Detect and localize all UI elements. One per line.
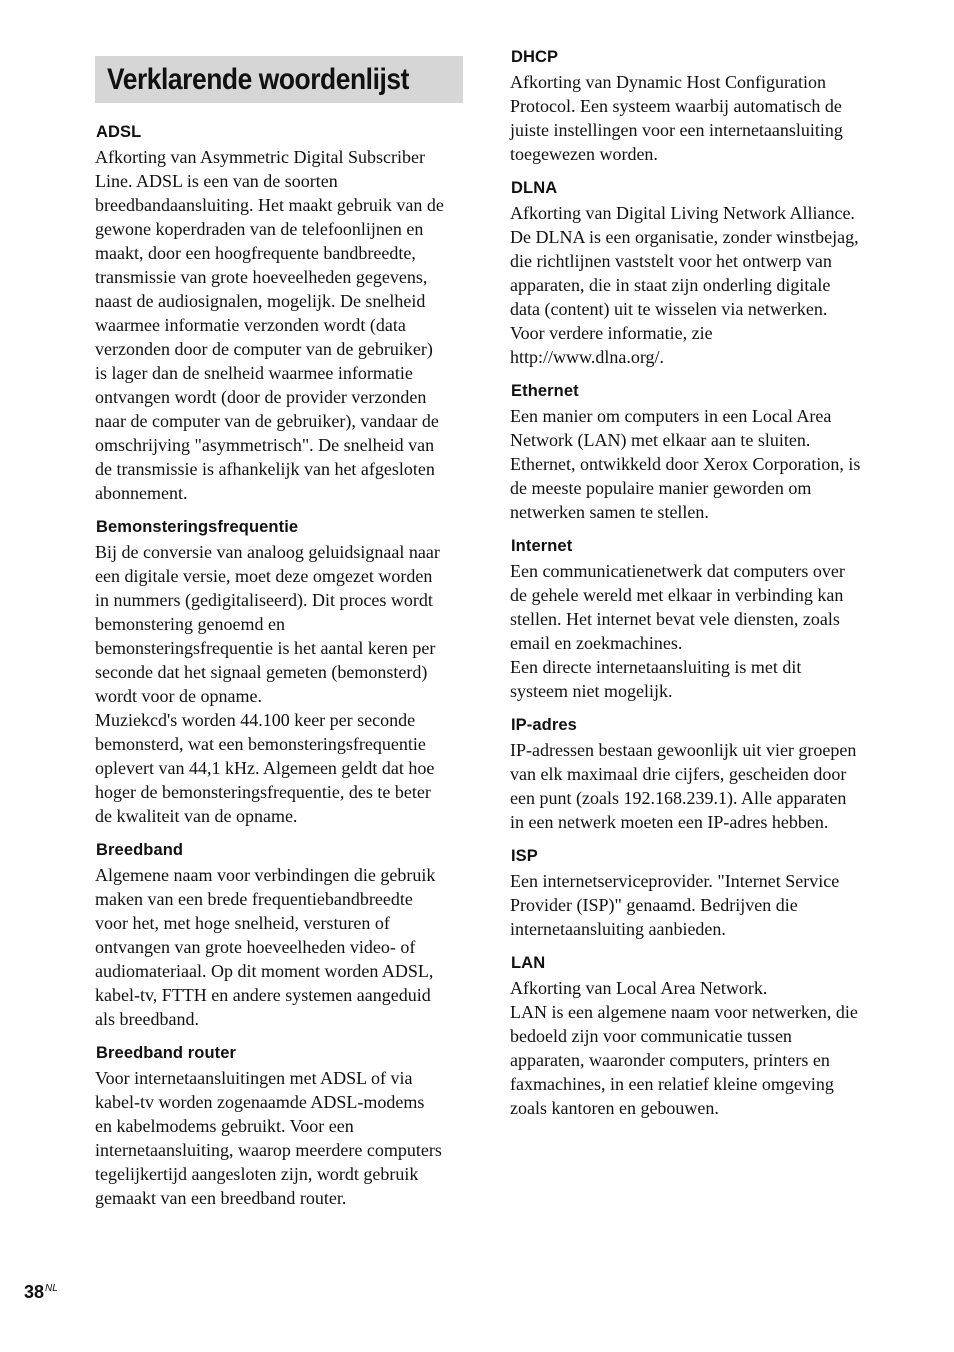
definition-line: Een internetserviceprovider. "Internet Service: [510, 871, 840, 891]
definition-line: http://www.dlna.org/.: [510, 347, 664, 367]
definition-line: stellen. Het internet bevat vele diensten, zoals: [510, 609, 840, 629]
glossary-entry: [510, 712, 882, 834]
glossary-definition: [95, 1066, 467, 1210]
glossary-entry: [510, 44, 882, 166]
page-title: Verklarende woordenlijst: [107, 63, 409, 96]
glossary-term: DLNA: [511, 179, 558, 197]
definition-line: wordt voor de opname.: [95, 686, 262, 706]
definition-line: breedbandaansluiting. Het maakt gebruik van de: [95, 195, 444, 215]
glossary-term: Bemonsteringsfrequentie: [96, 518, 299, 536]
glossary-definition: [95, 145, 467, 505]
definition-line: een punt (zoals 192.168.239.1). Alle apparaten: [510, 788, 847, 808]
definition-line: gewone koperdraden van de telefoonlijnen en: [95, 219, 424, 239]
definition-line: bedoeld zijn voor communicatie tussen: [510, 1026, 792, 1046]
definition-line: de gehele wereld met elkaar in verbinding kan: [510, 585, 844, 605]
glossary-term: Breedband router: [96, 1044, 237, 1062]
definition-line: de kwaliteit van de opname.: [95, 806, 298, 826]
glossary-entry: [510, 378, 882, 524]
glossary-entry: [510, 843, 882, 941]
definition-line: kabel-tv, FTTH en andere systemen aangeduid: [95, 985, 431, 1005]
definition-line: De DLNA is een organisatie, zonder winstbejag,: [510, 227, 859, 247]
glossary-definition: [95, 863, 467, 1031]
definition-line: hoger de bemonsteringsfrequentie, des te beter: [95, 782, 431, 802]
definition-line: die richtlijnen vaststelt voor het ontwerp van: [510, 251, 832, 271]
definition-line: Een communicatienetwerk dat computers over: [510, 561, 845, 581]
glossary-entry: [95, 119, 467, 505]
definition-line: Afkorting van Digital Living Network Alliance.: [510, 203, 855, 223]
definition-line: Ethernet, ontwikkeld door Xerox Corporation, is: [510, 454, 861, 474]
page-number-value: 38: [24, 1282, 45, 1302]
definition-line: transmissie van grote hoeveelheden gegevens,: [95, 267, 428, 287]
definition-line: Afkorting van Dynamic Host Configuration: [510, 72, 826, 92]
glossary-term: LAN: [511, 954, 546, 972]
definition-line: omschrijving "asymmetrisch". De snelheid van: [95, 435, 435, 455]
definition-line: een digitale versie, moet deze omgezet worden: [95, 566, 433, 586]
definition-line: Afkorting van Asymmetric Digital Subscriber: [95, 147, 425, 167]
definition-line: faxmachines, in een relatief kleine omgeving: [510, 1074, 834, 1094]
glossary-definition: [510, 70, 882, 166]
glossary-entry: [95, 514, 467, 828]
glossary-entry: [95, 1040, 467, 1210]
page-number: [24, 1282, 58, 1303]
definition-line: netwerken samen te stellen.: [510, 502, 709, 522]
definition-line: abonnement.: [95, 483, 188, 503]
definition-line: seconde dat het signaal gemeten (bemonsterd): [95, 662, 428, 682]
definition-line: oplevert van 44,1 kHz. Algemeen geldt dat hoe: [95, 758, 435, 778]
definition-line: Een directe internetaansluiting is met dit: [510, 657, 802, 677]
glossary-definition: [510, 738, 882, 834]
definition-line: kabel-tv worden zogenaamde ADSL-modems: [95, 1092, 425, 1112]
glossary-left-column: [95, 119, 467, 1219]
definition-line: toegewezen worden.: [510, 144, 658, 164]
definition-line: de meeste populaire manier geworden om: [510, 478, 812, 498]
definition-line: bemonsteringsfrequentie is het aantal keren per: [95, 638, 436, 658]
definition-line: Afkorting van Local Area Network.: [510, 978, 768, 998]
definition-line: systeem niet mogelijk.: [510, 681, 673, 701]
glossary-term: Breedband: [96, 841, 184, 859]
definition-line: in nummers (gedigitaliseerd). Dit proces wordt: [95, 590, 433, 610]
definition-line: is lager dan de snelheid waarmee informatie: [95, 363, 413, 383]
title-banner: [95, 56, 463, 103]
glossary-definition: [510, 976, 882, 1120]
definition-line: audiomateriaal. Op dit moment worden ADSL,: [95, 961, 434, 981]
definition-line: de transmissie is afhankelijk van het afgesloten: [95, 459, 435, 479]
definition-line: naast de audiosignalen, mogelijk. De snelheid: [95, 291, 426, 311]
definition-line: tegelijkertijd aangesloten zijn, wordt gebruik: [95, 1164, 419, 1184]
glossary-term: DHCP: [511, 48, 559, 66]
definition-line: van elk maximaal drie cijfers, gescheiden door: [510, 764, 847, 784]
glossary-right-column: [510, 44, 882, 1129]
definition-line: Voor verdere informatie, zie: [510, 323, 713, 343]
definition-line: email en zoekmachines.: [510, 633, 683, 653]
definition-line: naar de computer van de gebruiker), vandaar de: [95, 411, 439, 431]
definition-line: verzonden door de computer van de gebruiker): [95, 339, 433, 359]
definition-line: Voor internetaansluitingen met ADSL of via: [95, 1068, 413, 1088]
definition-line: internetaansluiting aanbieden.: [510, 919, 726, 939]
definition-line: gemaakt van een breedband router.: [95, 1188, 347, 1208]
definition-line: ontvangen wordt (door de provider verzonden: [95, 387, 427, 407]
definition-line: bemonstering genoemd en: [95, 614, 285, 634]
definition-line: en kabelmodems gebruikt. Voor een: [95, 1116, 354, 1136]
glossary-entry: [95, 837, 467, 1031]
glossary-definition: [510, 201, 882, 369]
definition-line: maken van een brede frequentiebandbreedte: [95, 889, 413, 909]
glossary-definition: [510, 559, 882, 703]
definition-line: zoals kantoren en gebouwen.: [510, 1098, 719, 1118]
definition-line: apparaten, waaronder computers, printers en: [510, 1050, 830, 1070]
definition-line: Network (LAN) met elkaar aan te sluiten.: [510, 430, 811, 450]
definition-line: maakt, door een hoogfrequente bandbreedte,: [95, 243, 416, 263]
definition-line: internetaansluiting, waarop meerdere computers: [95, 1140, 442, 1160]
definition-line: Protocol. Een systeem waarbij automatisch de: [510, 96, 842, 116]
definition-line: IP-adressen bestaan gewoonlijk uit vier groepen: [510, 740, 857, 760]
definition-line: juiste instellingen voor een internetaansluiting: [510, 120, 843, 140]
glossary-entry: [510, 175, 882, 369]
definition-line: bemonsterd, wat een bemonsteringsfrequentie: [95, 734, 426, 754]
definition-line: LAN is een algemene naam voor netwerken, die: [510, 1002, 858, 1022]
glossary-term: ADSL: [96, 123, 142, 141]
definition-line: Bij de conversie van analoog geluidsignaal naar: [95, 542, 440, 562]
definition-line: voor het, met hoge snelheid, versturen of: [95, 913, 390, 933]
glossary-term: ISP: [511, 847, 538, 865]
glossary-term: IP-adres: [511, 716, 577, 734]
definition-line: in een netwerk moeten een IP-adres hebben.: [510, 812, 829, 832]
definition-line: ontvangen van grote hoeveelheden video- of: [95, 937, 416, 957]
definition-line: waarmee informatie verzonden wordt (data: [95, 315, 406, 335]
definition-line: Een manier om computers in een Local Area: [510, 406, 832, 426]
glossary-definition: [95, 540, 467, 828]
definition-line: Algemene naam voor verbindingen die gebruik: [95, 865, 436, 885]
definition-line: Line. ADSL is een van de soorten: [95, 171, 338, 191]
glossary-definition: [510, 869, 882, 941]
glossary-entry: [510, 950, 882, 1120]
glossary-term: Ethernet: [511, 382, 579, 400]
definition-line: Provider (ISP)" genaamd. Bedrijven die: [510, 895, 798, 915]
definition-line: als breedband.: [95, 1009, 199, 1029]
glossary-term: Internet: [511, 537, 573, 555]
definition-line: Muziekcd's worden 44.100 keer per seconde: [95, 710, 416, 730]
glossary-entry: [510, 533, 882, 703]
definition-line: data (content) uit te wisselen via netwerken.: [510, 299, 828, 319]
page-language: NL: [45, 1283, 58, 1294]
definition-line: apparaten, die in staat zijn onderling digitale: [510, 275, 831, 295]
glossary-definition: [510, 404, 882, 524]
